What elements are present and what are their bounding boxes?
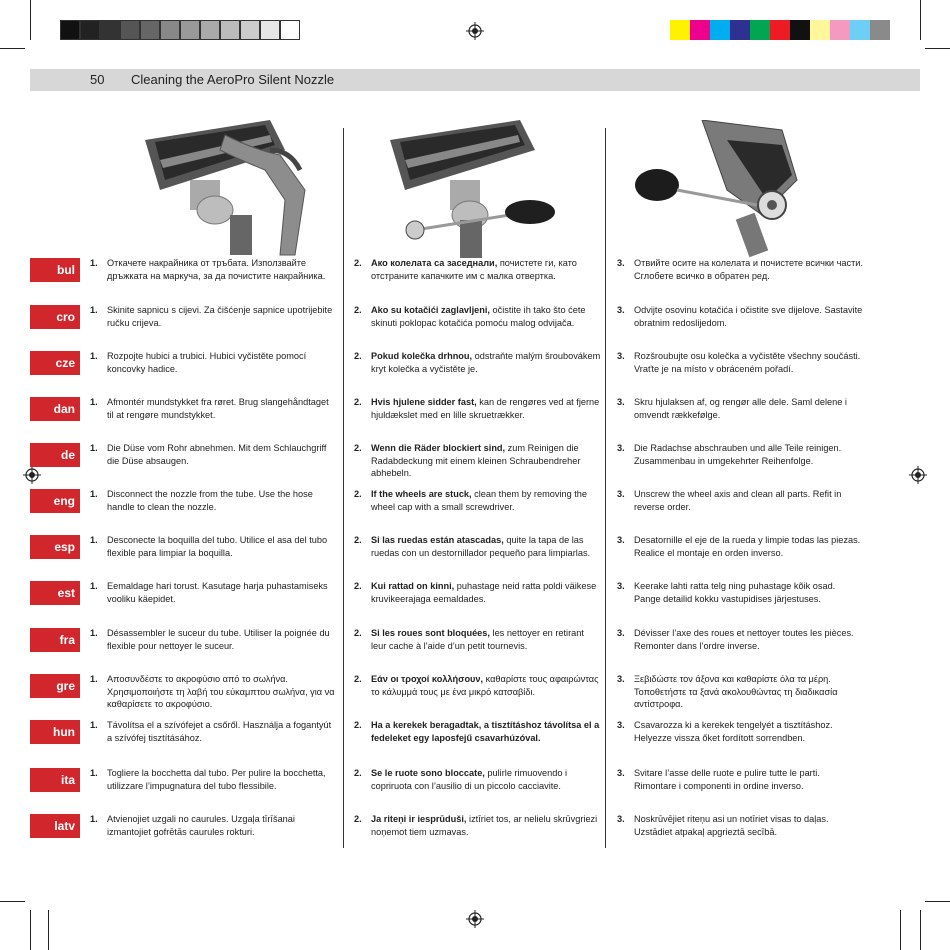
step-sentence: Atvienojiet uzgali no caurules. Uzgaļa tīrīšanai izmantojiet gofrētās caurules rokturi. — [107, 814, 295, 837]
step-body — [371, 350, 601, 375]
step-number: 1. — [90, 720, 98, 730]
step-sentence: Désassembler le suceur du tube. Utiliser la poignée du flexible pour nettoyer le suceur. — [107, 628, 330, 651]
step-emphasis: Ha a kerekek beragadtak, a tisztításhoz távolítsa el a fedeleket egy laposfejű csavarhúzóval. — [371, 720, 600, 743]
step-number: 2. — [354, 305, 362, 315]
step-sentence: Ξεβιδώστε τον άξονα και καθαρίστε όλα τα μέρη. Τοποθετήστε τα ξανά ακολουθώντας τη διαδικασία αντίστροφα. — [634, 674, 838, 709]
crop-mark-icon — [30, 0, 31, 40]
column-divider — [343, 128, 344, 848]
color-patch — [790, 20, 810, 40]
step-sentence: clean them by removing the wheel cap with a small screwdriver. — [371, 489, 588, 512]
step-number: 1. — [90, 814, 98, 824]
step-body — [371, 304, 601, 329]
color-patch — [870, 20, 890, 40]
step-number: 2. — [354, 258, 362, 268]
column-divider — [605, 128, 606, 848]
step-emphasis: Se le ruote sono bloccate, — [371, 768, 485, 778]
step-body — [107, 257, 337, 282]
gray-patch — [160, 20, 180, 40]
step-emphasis: If the wheels are stuck, — [371, 489, 472, 499]
step-sentence: Rozšroubujte osu kolečka a vyčistěte všechny součásti. Vraťte je na místo v obráceném pořadí. — [634, 351, 861, 374]
step-sentence: почистете ги, като отстраните капачките им с малка отвертка. — [371, 258, 577, 281]
step-number: 1. — [90, 674, 98, 684]
step-sentence: Откачете накрайника от тръбата. Използвайте дръжката на маркуча, за да почистите накрайника. — [107, 258, 326, 281]
step-number: 1. — [90, 768, 98, 778]
step-sentence: Unscrew the wheel axis and clean all parts. Refit in reverse order. — [634, 489, 842, 512]
step-number: 3. — [617, 628, 625, 638]
step-body — [634, 396, 864, 421]
language-tab: cro — [30, 305, 80, 329]
step-body — [107, 719, 337, 744]
step-sentence: Die Radachse abschrauben und alle Teile reinigen. Zusammenbau in umgekehrter Reihenfolge. — [634, 443, 842, 466]
step-sentence: les nettoyer en retirant leur cache à l’aide d’un petit tournevis. — [371, 628, 584, 651]
step-sentence: Rozpojte hubici a trubici. Hubici vyčistěte pomocí koncovky hadice. — [107, 351, 307, 374]
grayscale-calibration-bar — [60, 20, 300, 40]
step-emphasis: Ако колелата са заседнали, — [371, 258, 498, 268]
color-patch — [690, 20, 710, 40]
color-patch — [770, 20, 790, 40]
step-sentence: Disconnect the nozzle from the tube. Use the hose handle to clean the nozzle. — [107, 489, 313, 512]
step-body — [634, 257, 864, 282]
step-sentence: Skru hjulaksen af, og rengør alle dele. Saml delene i omvendt rækkefølge. — [634, 397, 847, 420]
step-body — [371, 396, 601, 421]
step-body — [107, 673, 337, 711]
step-body — [107, 767, 337, 792]
gray-patch — [180, 20, 200, 40]
language-tab: de — [30, 443, 80, 467]
step-body — [107, 396, 337, 421]
language-tab: cze — [30, 351, 80, 375]
crop-mark-icon — [900, 910, 901, 950]
step-body — [371, 719, 601, 744]
step-emphasis: Kui rattad on kinni, — [371, 581, 455, 591]
step-sentence: Csavarozza ki a kerekek tengelyét a tisztításhoz. Helyezze vissza őket fordított sorrendben. — [634, 720, 833, 743]
language-tab: latv — [30, 814, 80, 838]
gray-patch — [200, 20, 220, 40]
language-tab: gre — [30, 674, 80, 698]
language-tab: dan — [30, 397, 80, 421]
step-number: 3. — [617, 489, 625, 499]
gray-patch — [280, 20, 300, 40]
step-number: 2. — [354, 489, 362, 499]
color-patch — [670, 20, 690, 40]
step-number: 1. — [90, 351, 98, 361]
step-body — [107, 627, 337, 652]
gray-patch — [60, 20, 80, 40]
step-sentence: Dévisser l’axe des roues et nettoyer toutes les pièces. Remonter dans l’ordre inverse. — [634, 628, 854, 651]
gray-patch — [220, 20, 240, 40]
step-sentence: zum Reinigen die Radabdeckung mit einem kleinen Schraubendreher abhebeln. — [371, 443, 581, 478]
step-emphasis: Hvis hjulene sidder fast, — [371, 397, 477, 407]
step-body — [371, 813, 601, 838]
step-sentence: Noskrūvējiet riteņu asi un notīriet visas to daļas. Uzstādiet atpakaļ apgrieztā secībā. — [634, 814, 829, 837]
page-title: Cleaning the AeroPro Silent Nozzle — [131, 72, 335, 87]
step-sentence: Távolítsa el a szívófejet a csőről. Használja a fogantyút a szívófej tisztításához. — [107, 720, 332, 743]
step-sentence: Keerake lahti ratta telg ning puhastage kõik osad. Pange detailid kokku vastupidises järjestuses. — [634, 581, 836, 604]
step-body — [634, 304, 864, 329]
step-sentence: Die Düse vom Rohr abnehmen. Mit dem Schlauchgriff die Düse absaugen. — [107, 443, 327, 466]
step-sentence: καθαρίστε τους αφαιρώντας το κάλυμμά τους με ένα μικρό κατσαβίδι. — [371, 674, 599, 697]
step-body — [634, 488, 864, 513]
color-patch — [850, 20, 870, 40]
color-patch — [810, 20, 830, 40]
step-body — [634, 534, 864, 559]
step-number: 1. — [90, 443, 98, 453]
step-sentence: Svitare l’asse delle ruote e pulire tutte le parti. Rimontare i componenti in ordine inverso. — [634, 768, 820, 791]
crop-mark-icon — [30, 910, 31, 950]
registration-mark-icon — [466, 22, 484, 40]
step-number: 2. — [354, 768, 362, 778]
step-body — [107, 350, 337, 375]
step-emphasis: Ja riteņi ir iesprūduši, — [371, 814, 467, 824]
crop-mark-icon — [920, 0, 921, 40]
gray-patch — [260, 20, 280, 40]
language-tab: ita — [30, 768, 80, 792]
step-body — [371, 257, 601, 282]
step-sentence: kan de rengøres ved at fjerne hjuldækslet med en lille skruetrækker. — [371, 397, 600, 420]
step-number: 2. — [354, 581, 362, 591]
crop-mark-icon — [925, 48, 950, 49]
step-number: 3. — [617, 720, 625, 730]
step-body — [107, 580, 337, 605]
step-emphasis: Εάν οι τροχοί κολλήσουν, — [371, 674, 484, 684]
step-number: 3. — [617, 814, 625, 824]
step-body — [634, 442, 864, 467]
step-number: 3. — [617, 581, 625, 591]
step-number: 1. — [90, 628, 98, 638]
step-emphasis: Ako su kotačići zaglavljeni, — [371, 305, 490, 315]
step-body — [634, 813, 864, 838]
language-tab: eng — [30, 489, 80, 513]
step-sentence: pulirle rimuovendo i copriruota con l’ausilio di un piccolo cacciavite. — [371, 768, 568, 791]
step-number: 2. — [354, 628, 362, 638]
step-sentence: Αποσυνδέστε το ακροφύσιο από το σωλήνα. Χρησιμοποιήστε τη λαβή του εύκαμπτου σωλήνα, για να καθαρίσετε το ακροφύσιο. — [107, 674, 335, 709]
gray-patch — [140, 20, 160, 40]
language-tab: bul — [30, 258, 80, 282]
step-sentence: Skinite sapnicu s cijevi. Za čišćenje sapnice upotrijebite ručku crijeva. — [107, 305, 333, 328]
step-body — [371, 442, 601, 480]
step-sentence: puhastage neid ratta poldi väikese kruvikeerajaga eemaldades. — [371, 581, 597, 604]
step-body — [634, 767, 864, 792]
language-tab: fra — [30, 628, 80, 652]
registration-mark-icon — [466, 910, 484, 928]
step-body — [371, 488, 601, 513]
step-emphasis: Pokud kolečka drhnou, — [371, 351, 473, 361]
color-patch — [710, 20, 730, 40]
step-sentence: Desconecte la boquilla del tubo. Utilice el asa del tubo flexible para limpiar la boquilla. — [107, 535, 328, 558]
step-number: 2. — [354, 814, 362, 824]
step-body — [634, 350, 864, 375]
crop-mark-icon — [48, 910, 49, 950]
wheel-axle-illustration — [632, 120, 817, 260]
language-tab: est — [30, 581, 80, 605]
language-tab: esp — [30, 535, 80, 559]
step-number: 3. — [617, 305, 625, 315]
page-header — [30, 69, 920, 91]
step-number: 2. — [354, 351, 362, 361]
step-number: 3. — [617, 351, 625, 361]
step-sentence: quite la tapa de las ruedas con un destornillador pequeño para limpiarlas. — [371, 535, 591, 558]
crop-mark-icon — [925, 901, 950, 902]
step-body — [371, 673, 601, 698]
step-number: 1. — [90, 581, 98, 591]
nozzle-detach-illustration — [130, 120, 315, 260]
step-body — [107, 813, 337, 838]
wheel-cover-screwdriver-illustration — [380, 120, 580, 260]
step-number: 1. — [90, 397, 98, 407]
step-body — [371, 534, 601, 559]
color-patch — [750, 20, 770, 40]
step-sentence: Desatornille el eje de la rueda y limpie todas las piezas. Realice el montaje en orden inverso. — [634, 535, 861, 558]
step-sentence: Afmontér mundstykket fra røret. Brug slangehåndtaget til at rengøre mundstykket. — [107, 397, 329, 420]
gray-patch — [240, 20, 260, 40]
step-emphasis: Wenn die Räder blockiert sind, — [371, 443, 506, 453]
step-sentence: Eemaldage hari torust. Kasutage harja puhastamiseks vooliku käepidet. — [107, 581, 328, 604]
step-number: 2. — [354, 674, 362, 684]
step-number: 3. — [617, 397, 625, 407]
step-body — [634, 673, 864, 711]
step-emphasis: Si las ruedas están atascadas, — [371, 535, 504, 545]
step-number: 1. — [90, 305, 98, 315]
crop-mark-icon — [920, 910, 921, 950]
step-body — [107, 442, 337, 467]
step-sentence: Togliere la bocchetta dal tubo. Per pulire la bocchetta, utilizzare l’impugnatura del tubo flessibile. — [107, 768, 326, 791]
step-body — [371, 580, 601, 605]
step-sentence: očistite ih tako što ćete skinuti poklopac kotačića pomoću malog odvijača. — [371, 305, 586, 328]
step-emphasis: Si les roues sont bloquées, — [371, 628, 490, 638]
step-number: 2. — [354, 397, 362, 407]
step-number: 1. — [90, 258, 98, 268]
step-number: 1. — [90, 535, 98, 545]
color-calibration-bar — [670, 20, 890, 40]
language-tab: hun — [30, 720, 80, 744]
step-number: 3. — [617, 768, 625, 778]
step-body — [107, 304, 337, 329]
registration-mark-icon — [23, 466, 41, 484]
page-number: 50 — [90, 72, 105, 87]
gray-patch — [100, 20, 120, 40]
step-body — [371, 627, 601, 652]
step-sentence: odstraňte malým šroubovákem kryt kolečka a vyčistěte je. — [371, 351, 601, 374]
step-number: 3. — [617, 443, 625, 453]
step-body — [634, 627, 864, 652]
step-body — [107, 534, 337, 559]
step-number: 1. — [90, 489, 98, 499]
crop-mark-icon — [0, 48, 25, 49]
step-number: 2. — [354, 720, 362, 730]
step-body — [634, 580, 864, 605]
step-body — [634, 719, 864, 744]
step-number: 3. — [617, 674, 625, 684]
gray-patch — [80, 20, 100, 40]
step-body — [107, 488, 337, 513]
step-sentence: iztīriet tos, ar nelielu skrūvgriezi noņemot tiem uzmavas. — [371, 814, 598, 837]
step-number: 3. — [617, 258, 625, 268]
step-sentence: Отвийте осите на колелата и почистете всички части. Сглобете всичко в обратен ред. — [634, 258, 863, 281]
crop-mark-icon — [0, 901, 25, 902]
step-number: 2. — [354, 443, 362, 453]
color-patch — [730, 20, 750, 40]
step-sentence: Odvijte osovinu kotačića i očistite sve dijelove. Sastavite obratnim redoslijedom. — [634, 305, 863, 328]
step-body — [371, 767, 601, 792]
step-number: 2. — [354, 535, 362, 545]
step-number: 3. — [617, 535, 625, 545]
registration-mark-icon — [909, 466, 927, 484]
gray-patch — [120, 20, 140, 40]
color-patch — [830, 20, 850, 40]
